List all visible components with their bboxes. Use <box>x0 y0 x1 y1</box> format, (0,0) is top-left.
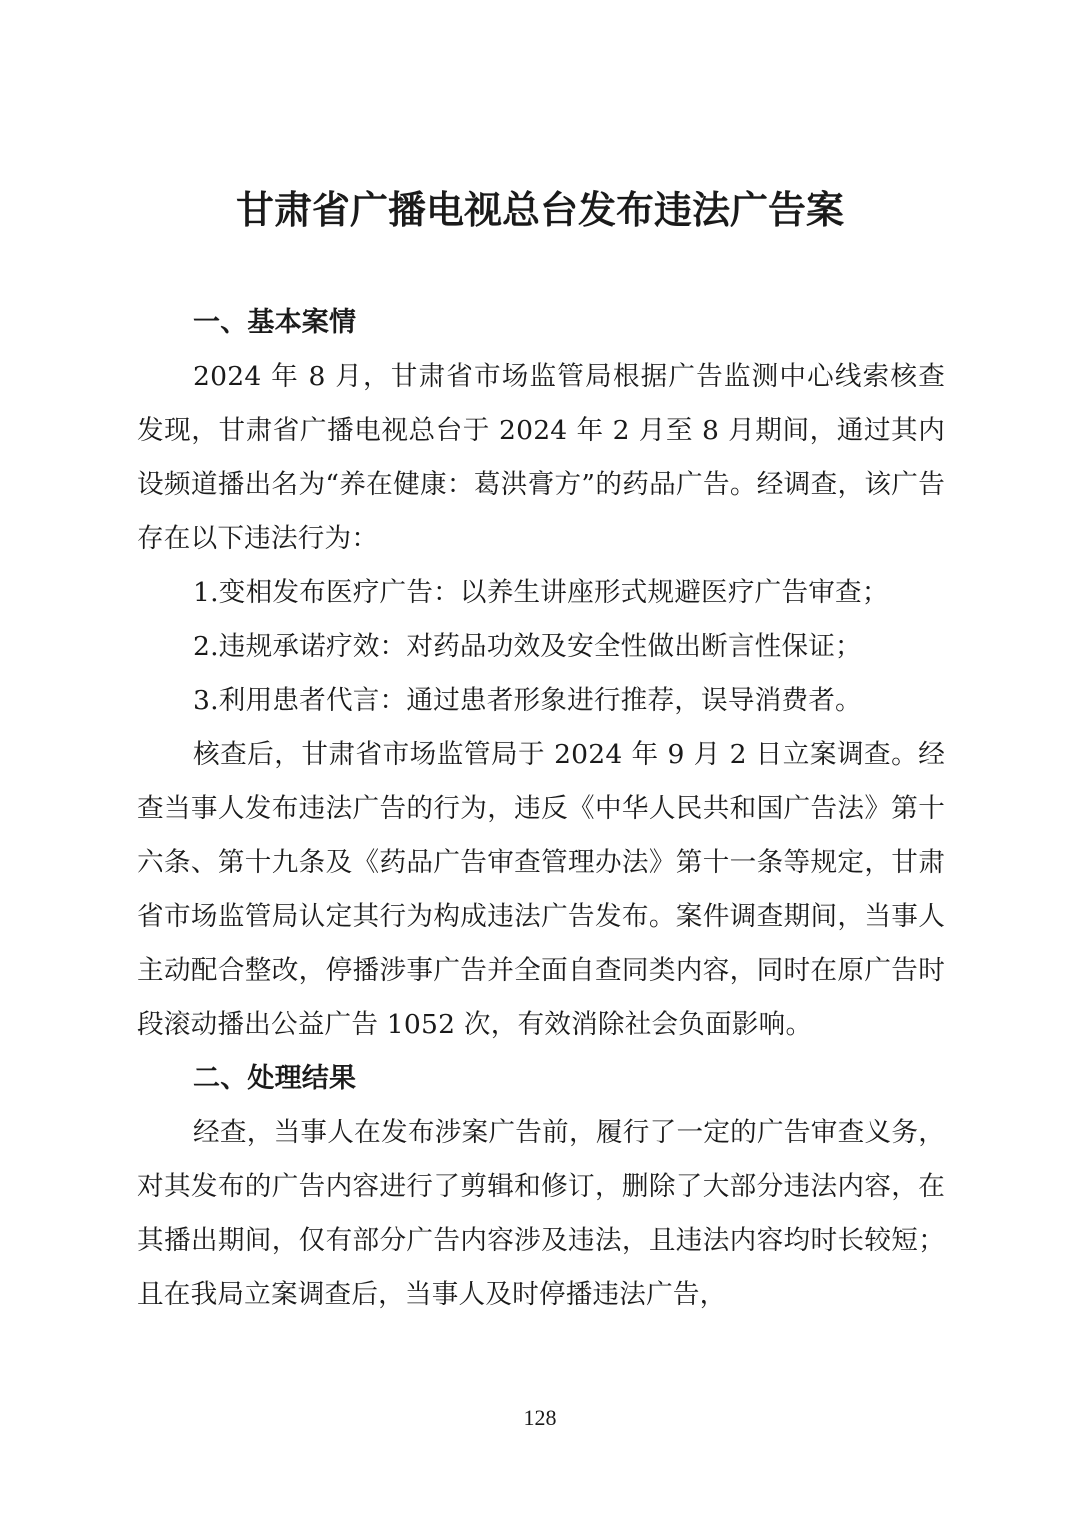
paragraph: 1.变相发布医疗广告：以养生讲座形式规避医疗广告审查； <box>193 577 889 608</box>
paragraph: 经查，当事人在发布涉案广告前，履行了一定的广告审查义务，对其发布的广告内容进行了剪辑和修订，删除了大部分违法内容，在其播出期间，仅有部分广告内容涉及违法，且违法内容均时长较短；且在我局立案调查后，当事人及时停播违法广告， <box>137 1117 945 1310</box>
section-heading: 二、处理结果 <box>193 1063 357 1094</box>
paragraph: 2024 年 8 月，甘肃省市场监管局根据广告监测中心线索核查发现，甘肃省广播电视总台于 2024 年 2 月至 8 月期间，通过其内设频道播出名为“养在健康：葛洪膏方”的药品广告。经调查，该广告存在以下违法行为： <box>137 361 945 554</box>
section-basic-facts <box>137 296 945 1052</box>
document-body <box>137 296 945 1322</box>
document-title: 甘肃省广播电视总台发布违法广告案 <box>235 188 844 232</box>
paragraph: 核查后，甘肃省市场监管局于 2024 年 9 月 2 日立案调查。经查当事人发布违法广告的行为，违反《中华人民共和国广告法》第十六条、第十九条及《药品广告审查管理办法》第十一条等规定，甘肃省市场监管局认定其行为构成违法广告发布。案件调查期间，当事人主动配合整改，停播涉事广告并全面自查同类内容，同时在原广告时段滚动播出公益广告 1052 次，有效消除社会负面影响。 <box>137 739 945 1040</box>
paragraph: 2.违规承诺疗效：对药品功效及安全性做出断言性保证； <box>193 631 862 662</box>
section-handling-result <box>137 1052 945 1322</box>
section-heading: 一、基本案情 <box>193 307 357 338</box>
paragraph: 3.利用患者代言：通过患者形象进行推荐，误导消费者。 <box>193 685 862 716</box>
page-number: 128 <box>523 1405 557 1430</box>
